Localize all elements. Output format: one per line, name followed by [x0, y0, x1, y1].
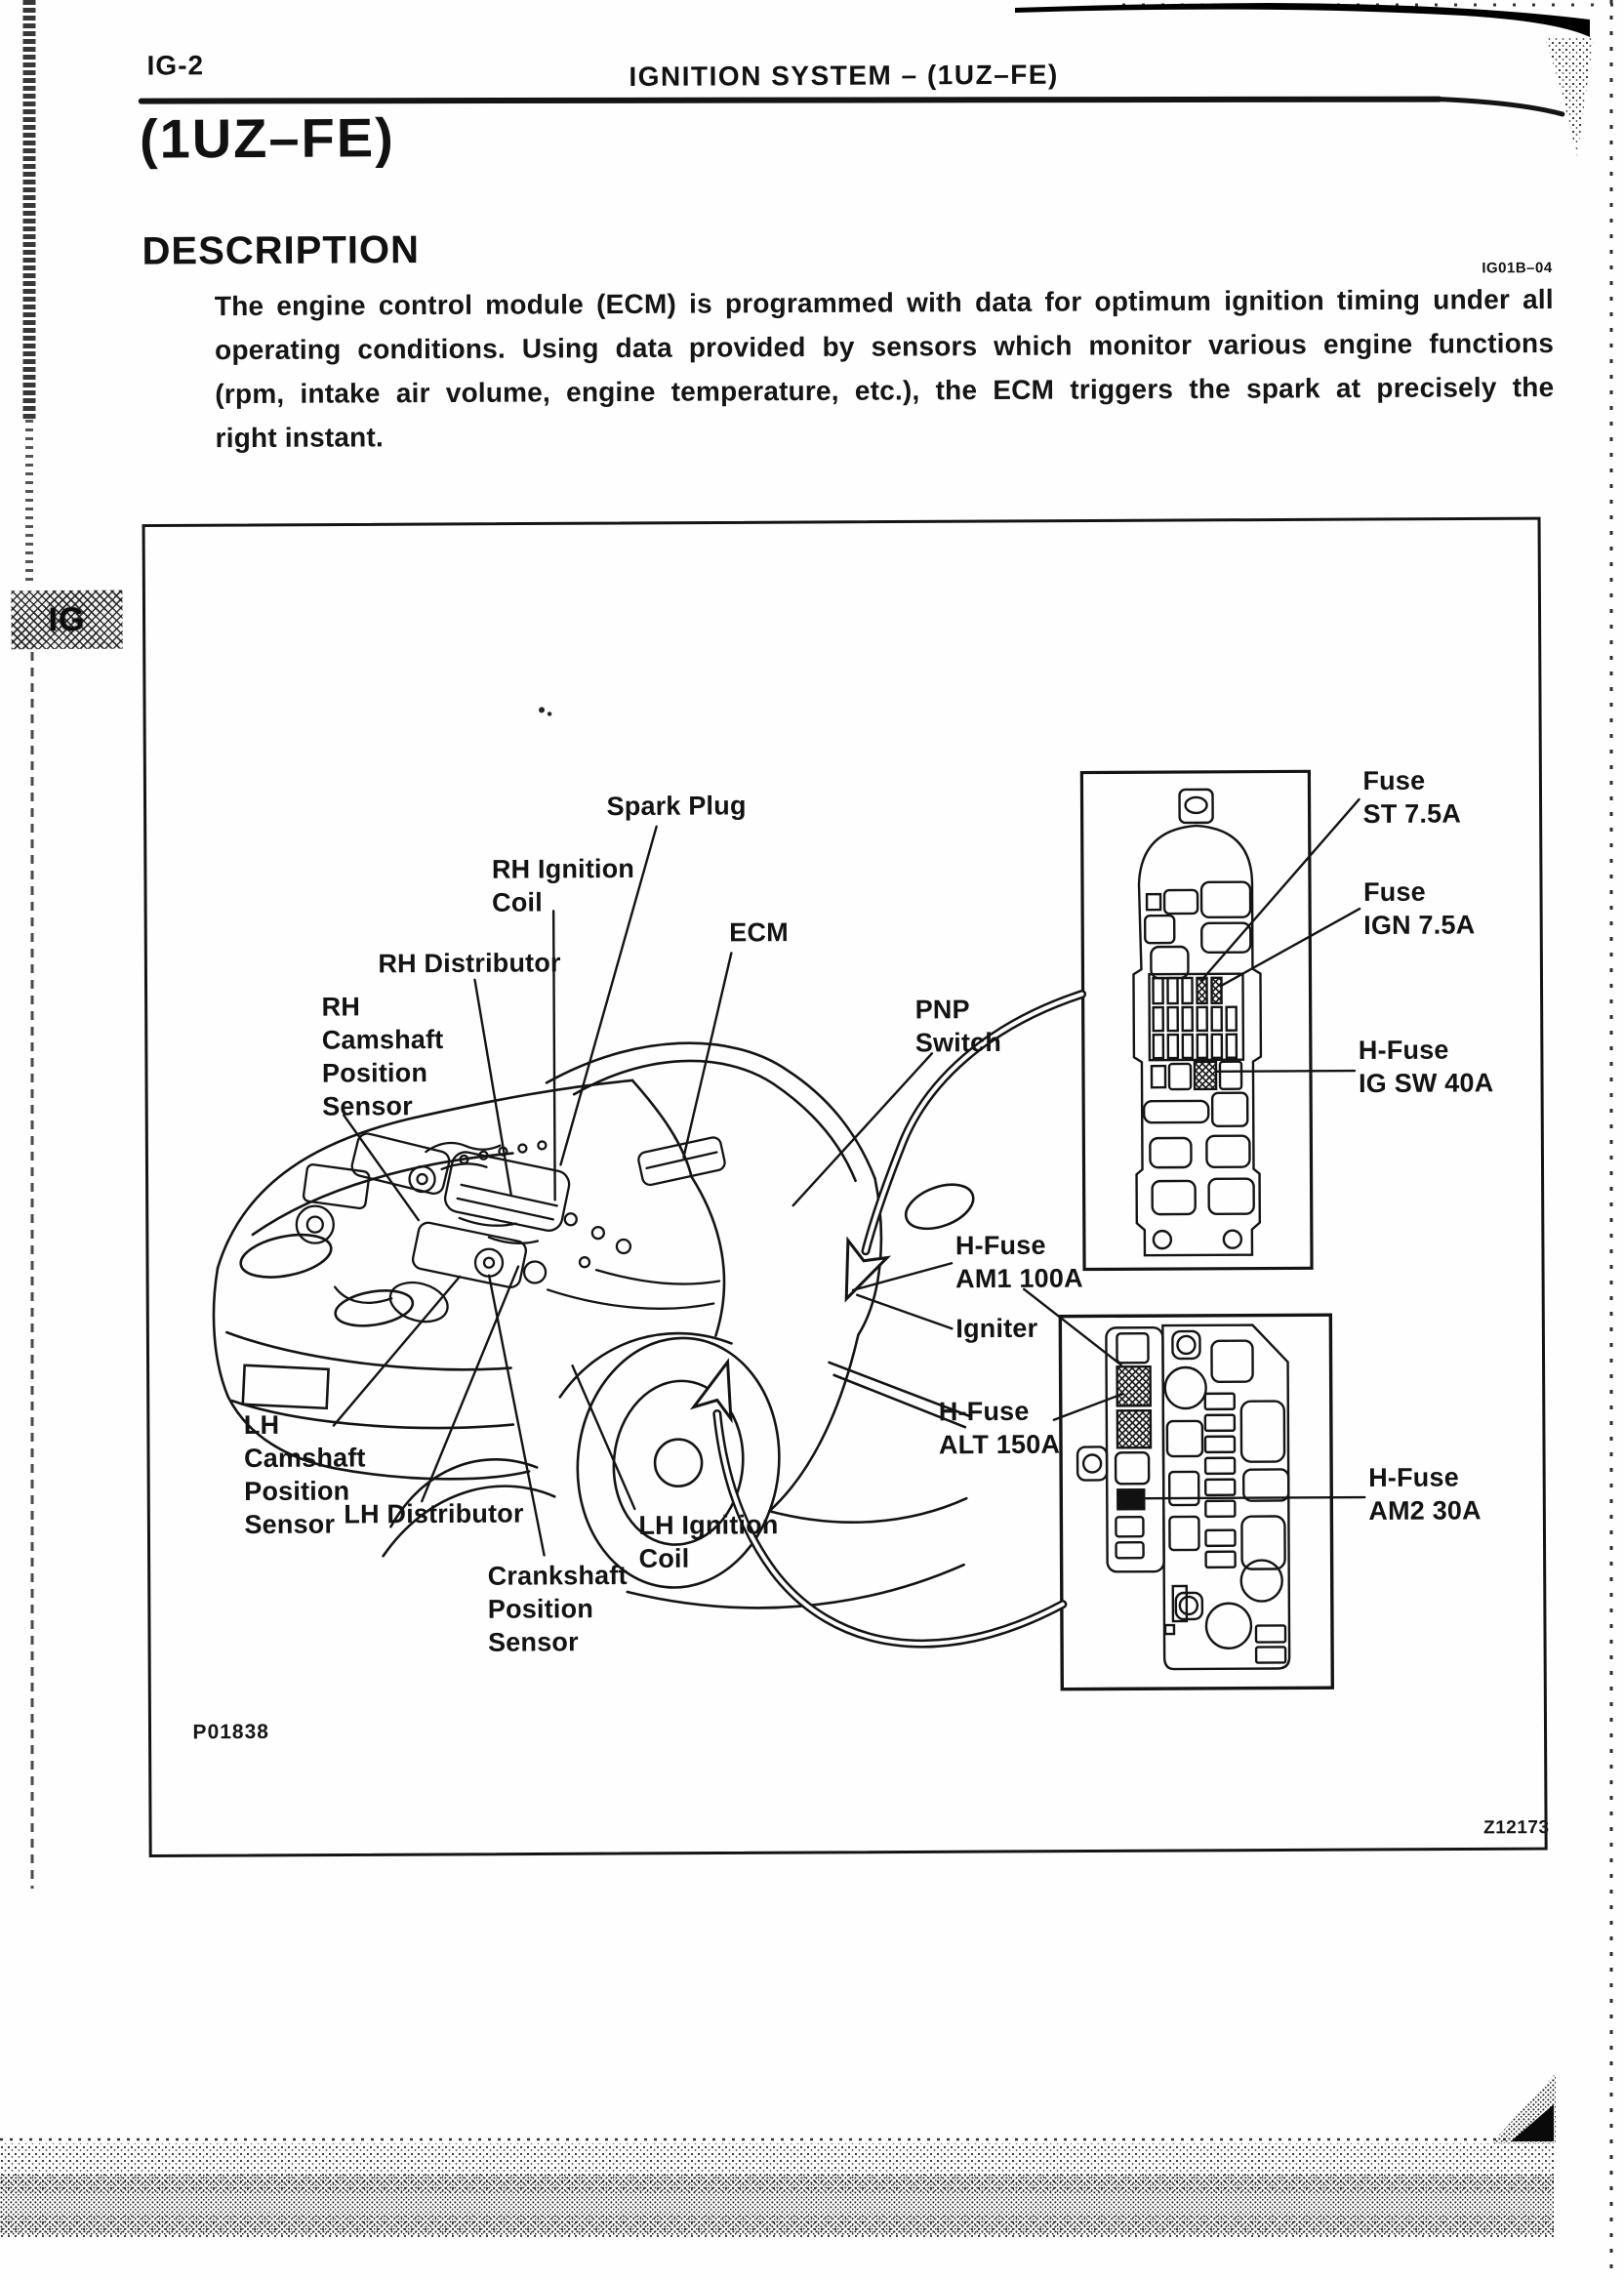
- leader-lines: [331, 799, 1365, 1557]
- body-line: right instant.: [215, 422, 385, 454]
- leader-rh-camshaft-sensor: [344, 1115, 419, 1220]
- label-spark-plug: Spark Plug: [606, 791, 747, 822]
- label-ecm: ECM: [729, 917, 789, 948]
- section-heading: DESCRIPTION: [142, 228, 421, 273]
- header-title: IGNITION SYSTEM – (1UZ–FE): [629, 59, 1059, 92]
- fuse-am1-100a: [1117, 1366, 1151, 1405]
- upper-fuse-box: [1081, 771, 1312, 1269]
- code-reference: IG01B–04: [1482, 260, 1553, 277]
- leader-alt: [1054, 1394, 1122, 1419]
- fuse-ig-sw-40a: [1195, 1062, 1216, 1089]
- leader-am2: [1146, 1497, 1364, 1498]
- stray-marks: [539, 707, 551, 715]
- label-rh-camshaft-position-sensor: RH Camshaft Position Sensor: [321, 992, 444, 1121]
- drawing-reference: Z12173: [1483, 1817, 1550, 1839]
- ecm-unit: [637, 1136, 726, 1187]
- leader-am1-to-fuse: [1024, 1288, 1120, 1365]
- label-h-fuse-alt: H-Fuse ALT 150A: [938, 1396, 1061, 1460]
- body-line: operating conditions. Using data provided by sensors which monitor various engine functions: [215, 327, 1555, 366]
- page-number: IG-2: [146, 50, 205, 81]
- leader-ecm: [682, 953, 732, 1157]
- label-rh-distributor: RH Distributor: [378, 948, 561, 979]
- engine-detail: [296, 1129, 727, 1328]
- label-lh-distributor: LH Distributor: [344, 1498, 524, 1529]
- body-line: The engine control module (ECM) is programmed with data for optimum ignition timing under all: [214, 284, 1554, 322]
- figure-reference: P01838: [192, 1720, 269, 1744]
- leader-igniter: [857, 1294, 952, 1329]
- label-h-fuse-ig-sw: H-Fuse IG SW 40A: [1358, 1035, 1494, 1099]
- fuse-am2-30a: [1117, 1489, 1144, 1509]
- lower-fuse-box: [1060, 1315, 1332, 1689]
- leader-fuse-ig-sw: [1216, 1071, 1355, 1072]
- fuse-alt-150a: [1117, 1410, 1151, 1447]
- label-fuse-st: Fuse ST 7.5A: [1362, 765, 1462, 830]
- label-h-fuse-am2: H-Fuse AM2 30A: [1368, 1462, 1482, 1527]
- leader-rh-distributor: [474, 980, 510, 1195]
- page-title: (1UZ–FE): [139, 106, 395, 170]
- label-fuse-ign: Fuse IGN 7.5A: [1362, 876, 1476, 941]
- label-crankshaft-position-sensor: Crankshaft Position Sensor: [487, 1560, 628, 1657]
- figure-border: [143, 518, 1546, 1855]
- leader-fuse-ign: [1221, 909, 1360, 986]
- label-lh-ignition-coil: LH Ignition Coil: [638, 1510, 779, 1573]
- label-pnp-switch: PNP Switch: [914, 995, 1002, 1058]
- label-lh-camshaft-position-sensor: LH Camshaft Position Sensor: [243, 1409, 366, 1540]
- label-igniter: Igniter: [955, 1313, 1038, 1344]
- label-rh-ignition-coil: RH Ignition Coil: [491, 853, 635, 917]
- body-line: (rpm, intake air volume, engine temperature, etc.), the ECM triggers the spark at precisely the: [215, 371, 1555, 410]
- leader-lh-distributor: [421, 1267, 519, 1502]
- section-index-tab-label: IG: [48, 600, 86, 638]
- section-index-tab: [11, 590, 122, 650]
- label-h-fuse-am1: H-Fuse AM1 100A: [954, 1230, 1083, 1294]
